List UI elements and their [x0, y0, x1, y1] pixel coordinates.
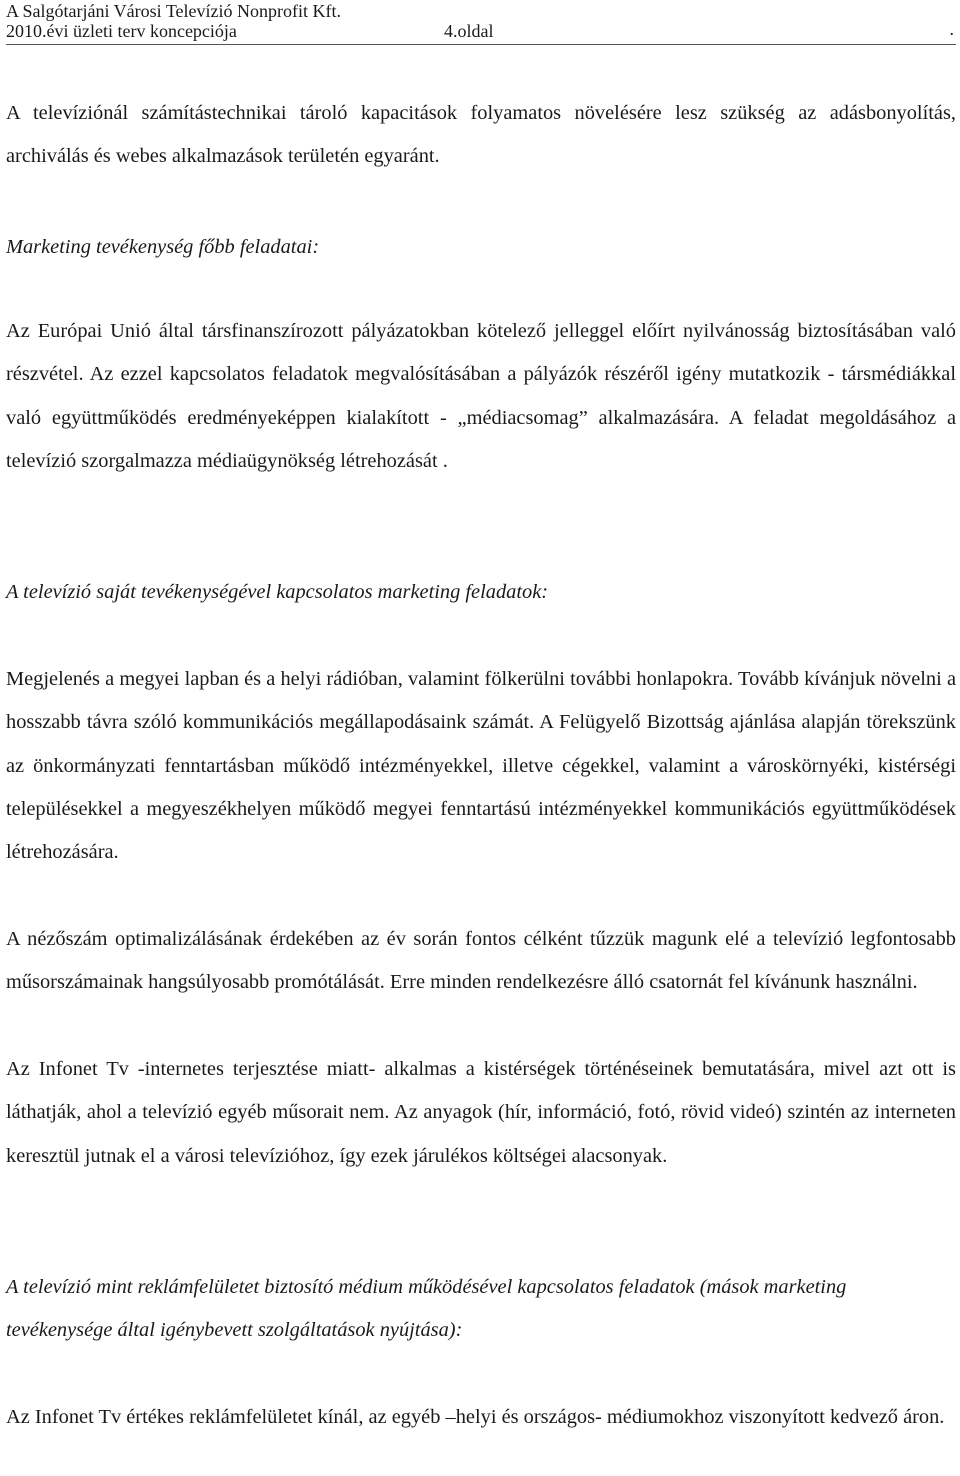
paragraph-eu-publicity: Az Európai Unió által társfinanszírozott pályázatokban kötelező jelleggel előírt nyilvánosság biztosításában való részvétel. Az ezzel kapcsolatos feladatok megvalósításában a pályázók részéről igény mutatkozik - társmédiákkal való együttműködés eredményeképpen kialakított - „médiacsomag” alkalmazására. A feladat megoldásához a televízió szorgalmazza médiaügynökség létrehozását . [6, 320, 956, 472]
header-page-number: 4.oldal [444, 21, 494, 41]
paragraph-storage-capacity: A televíziónál számítástechnikai tároló kapacitások folyamatos növelésére lesz szükség az adásbonyolítás, archiválás és webes alkalmazások területén egyaránt. [6, 102, 956, 168]
heading-own-marketing: A televízió saját tevékenységével kapcsolatos marketing feladatok: [6, 581, 549, 603]
paragraph-infonet-advertising: Az Infonet Tv értékes reklámfelületet kínál, az egyéb –helyi és országos- médiumokhoz viszonyított kedvező áron. [6, 1406, 945, 1428]
header-rule [6, 44, 956, 45]
paragraph-appearance: Megjelenés a megyei lapban és a helyi rádióban, valamint fölkerülni további honlapokra. Tovább kívánjuk növelni a hosszabb távra szóló kommunikációs megállapodásaink számát. A Felügyelő Bizottság ajánlása alapján törekszünk az önkormányzati fenntartásban működő intézményekkel, illetve cégekkel, valamint a városkörnyéki, kistérségi településekkel a megyeszékhelyen működő megyei fenntartású intézményekkel kommunikációs együttműködések létrehozására. [6, 668, 956, 864]
heading-marketing-tasks: Marketing tevékenység főbb feladatai: [6, 236, 320, 258]
document-page [6, 0, 956, 1428]
header-organization: A Salgótarjáni Városi Televízió Nonprofit Kft. [6, 1, 342, 21]
page-header [6, 0, 956, 48]
paragraph-infonet-distribution: Az Infonet Tv -internetes terjesztése miatt- alkalmas a kistérségek történéseinek bemutatására, mivel azt ott is láthatják, ahol a televízió egyéb műsorait nem. Az anyagok (hír, információ, fotó, rövid videó) szintén az interneten keresztül jutnak el a városi televízióhoz, így ezek járulékos költségei alacsonyak. [6, 1058, 956, 1167]
heading-advertising-medium: A televízió mint reklámfelületet biztosító médium működésével kapcsolatos feladatok (mások marketing tevékenysége által igénybevett szolgáltatások nyújtása): [6, 1276, 847, 1342]
header-dot: . [949, 19, 954, 39]
paragraph-viewership: A nézőszám optimalizálásának érdekében az év során fontos célként tűzzük magunk elé a televízió legfontosabb műsorszámainak hangsúlyosabb promótálását. Erre minden rendelkezésre álló csatornát fel kívánunk használni. [6, 928, 956, 994]
header-document-title: 2010.évi üzleti terv koncepciója [6, 21, 237, 41]
